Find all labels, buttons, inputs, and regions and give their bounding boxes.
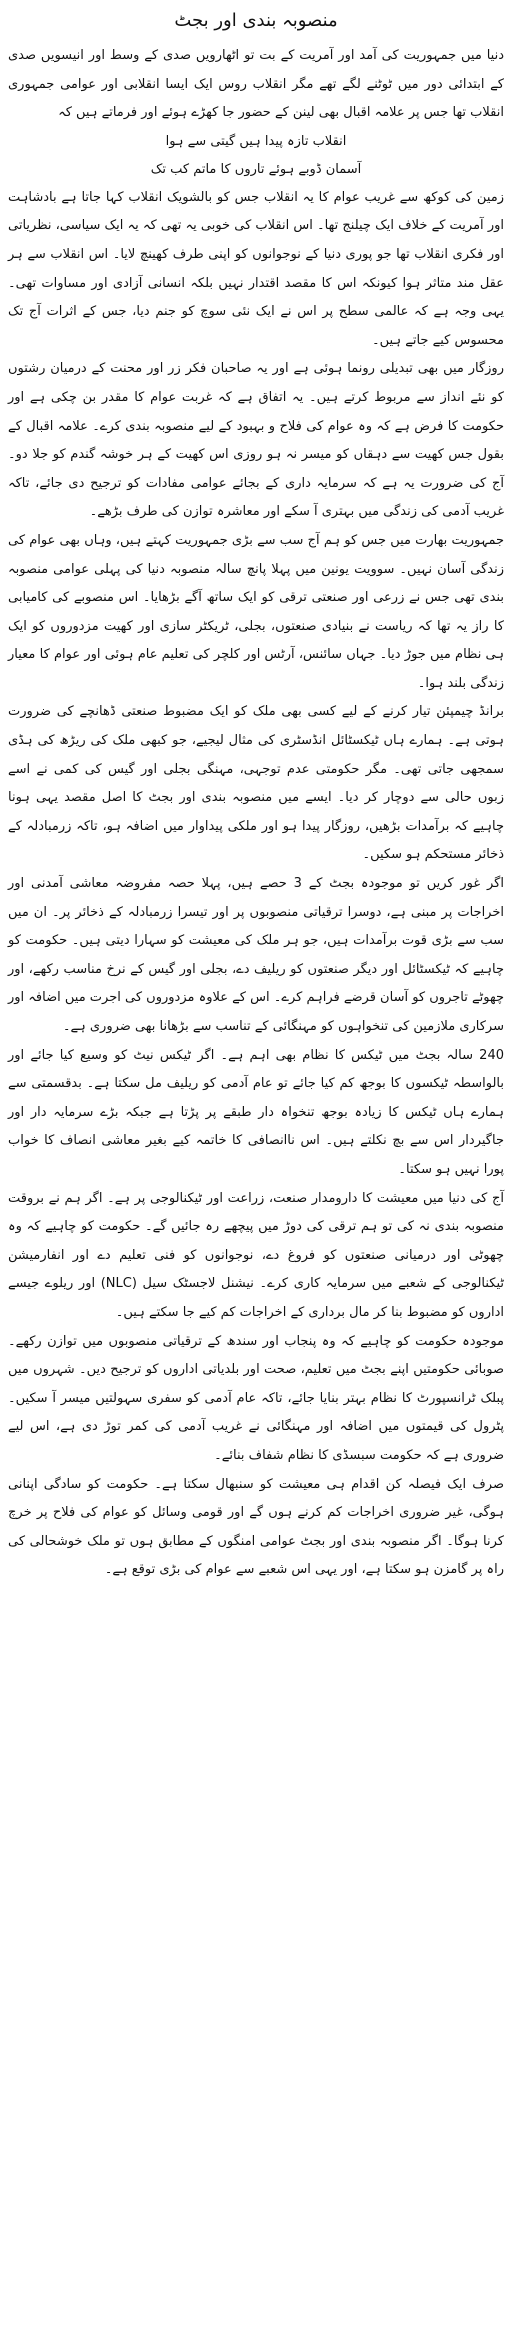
article-body — [8, 42, 504, 1585]
article-paragraph: روزگار میں بھی تبدیلی رونما ہوئی ہے اور یہ صاحبان فکر زر اور محنت کے درمیان رشتوں کو نئے انداز سے مربوط کرتے ہیں۔ یہ اتفاق ہے کہ غربت عوام کا مقدر بن چکی ہے اور حکومت کا فرض ہے کہ وہ عوام کی فلاح و بہبود کے لیے منصوبہ بندی کرے۔ علامہ اقبال کے بقول جس کھیت سے دہقاں کو میسر نہ ہو روزی اس کھیت کے ہر خوشہ گندم کو جلا دو۔ آج کی ضرورت یہ ہے کہ سرمایہ داری کے بجائے عوامی مفادات کو ترجیح دی جائے، تاکہ غریب آدمی کی زندگی میں بہتری آ سکے اور معاشرہ توازن کی طرف بڑھے۔ — [8, 361, 504, 520]
article-paragraph: 240 سالہ بجٹ میں ٹیکس کا نظام بھی اہم ہے۔ اگر ٹیکس نیٹ کو وسیع کیا جائے اور بالواسطہ ٹیکسوں کا بوجھ کم کیا جائے تو عام آدمی کو ریلیف مل سکتا ہے۔ بدقسمتی سے ہمارے ہاں ٹیکس کا زیادہ بوجھ تنخواہ دار طبقے پر پڑتا ہے جبکہ بڑے سرمایہ دار اور جاگیردار اس سے بچ نکلتے ہیں۔ اس ناانصافی کا خاتمہ کیے بغیر معاشی انصاف کا خواب پورا نہیں ہو سکتا۔ — [8, 1047, 504, 1177]
article-headline: منصوبہ بندی اور بجٹ — [174, 10, 338, 31]
article-paragraph: جمہوریت بھارت میں جس کو ہم آج سب سے بڑی جمہوریت کہتے ہیں، وہاں بھی عوام کی زندگی آسان نہیں۔ سوویت یونین میں پہلا پانچ سالہ منصوبہ دنیا کی پہلی عوامی منصوبہ بندی تھی جس نے زرعی اور صنعتی ترقی کو ایک ساتھ آگے بڑھایا۔ اس منصوبے کی کامیابی کا راز یہ تھا کہ ریاست نے بنیادی صنعتوں، بجلی، ٹریکٹر سازی اور کھیت مزدوروں کو ایک ہی نظام میں جوڑ دیا۔ جہاں سائنس، آرٹس اور کلچر کی تعلیم عام ہوئی اور عوام کا معیار زندگی بلند ہوا۔ — [8, 532, 504, 691]
article-intro: دنیا میں جمہوریت کی آمد اور آمریت کے بت تو اٹھارویں صدی کے وسط اور انیسویں صدی کے ابتدائی دور میں ٹوٹنے لگے تھے مگر انقلاب روس ایک ایسا انقلابی اور عوامی جمہوری انقلاب تھا جس پر علامہ اقبال بھی لینن کے حضور جا کھڑے ہوئے اور فرماتے ہیں کہ — [8, 48, 504, 121]
article-paragraph: برانڈ چیمپئن تیار کرنے کے لیے کسی بھی ملک کو ایک مضبوط صنعتی ڈھانچے کی ضرورت ہوتی ہے۔ ہمارے ہاں ٹیکسٹائل انڈسٹری کی مثال لیجیے، جو کبھی ملک کی ریڑھ کی ہڈی سمجھی جاتی تھی۔ مگر حکومتی عدم توجہی، مہنگی بجلی اور گیس کی کمی نے اسے زبوں حالی سے دوچار کر دیا۔ ایسے میں منصوبہ بندی اور بجٹ کا اصل مقصد یہی ہونا چاہیے کہ برآمدات بڑھیں، روزگار پیدا ہو اور ملکی پیداوار میں اضافہ ہو، تاکہ زرمبادلہ کے ذخائر مستحکم ہو سکیں۔ — [8, 704, 504, 863]
article-paragraph: صرف ایک فیصلہ کن اقدام ہی معیشت کو سنبھال سکتا ہے۔ حکومت کو سادگی اپنانی ہوگی، غیر ضروری اخراجات کم کرنے ہوں گے اور قومی وسائل کو عوام کی فلاح پر خرچ کرنا ہوگا۔ اگر منصوبہ بندی اور بجٹ عوامی امنگوں کے مطابق ہوں تو ملک خوشحالی کی راہ پر گامزن ہو سکتا ہے، اور یہی اس شعبے سے عوام کی بڑی توقع ہے۔ — [8, 1476, 504, 1578]
poetry-verse-2: آسمان ڈوبے ہوئے تاروں کا ماتم کب تک — [150, 161, 362, 177]
article-paragraph: آج کی دنیا میں معیشت کا دارومدار صنعت، زراعت اور ٹیکنالوجی پر ہے۔ اگر ہم نے بروقت منصوبہ بندی نہ کی تو ہم ترقی کی دوڑ میں پیچھے رہ جائیں گے۔ حکومت کو چاہیے کہ وہ چھوٹی اور درمیانی صنعتوں کو فروغ دے، نوجوانوں کو فنی تعلیم دے اور انفارمیشن ٹیکنالوجی کے شعبے میں سرمایہ کاری کرے۔ نیشنل لاجسٹک سیل (NLC) اور ریلوے جیسے اداروں کو مضبوط بنا کر مال برداری کے اخراجات کم کیے جا سکتے ہیں۔ — [8, 1190, 505, 1320]
poetry-verse-1: انقلاب تازہ پیدا ہیں گیتی سے ہوا — [165, 133, 347, 149]
article-paragraph: اگر غور کریں تو موجودہ بجٹ کے 3 حصے ہیں، پہلا حصہ مفروضہ معاشی آمدنی اور اخراجات پر مبنی ہے، دوسرا ترقیاتی منصوبوں پر اور تیسرا زرمبادلہ کے ذخائر پر۔ ان میں سب سے بڑی قوت برآمدات ہیں، جو ہر ملک کی معیشت کو سہارا دیتی ہیں۔ حکومت کو چاہیے کہ ٹیکسٹائل اور دیگر صنعتوں کو ریلیف دے، بجلی اور گیس کے نرخ مناسب رکھے، اور چھوٹے تاجروں کو آسان قرضے فراہم کرے۔ اس کے علاوہ مزدوروں کی اجرت میں اضافہ اور سرکاری ملازمین کی تنخواہوں کو مہنگائی کے تناسب سے بڑھانا بھی ضروری ہے۔ — [8, 876, 504, 1034]
article-paragraph: زمین کی کوکھ سے غریب عوام کا یہ انقلاب جس کو بالشویک انقلاب کہا جاتا ہے بادشاہت اور آمریت کے خلاف ایک چیلنج تھا۔ اس انقلاب کی خوبی یہ تھی کہ یہ ایک سیاسی، نظریاتی اور فکری انقلاب تھا جو پوری دنیا کے نوجوانوں کو اپنی طرف کھینچ لایا۔ اس انقلاب سے ہر عقل مند متاثر ہوا کیونکہ اس کا مقصد اقتدار نہیں بلکہ انسانی آزادی اور مساوات تھی۔ یہی وجہ ہے کہ عالمی سطح پر اس نے ایک نئی سوچ کو جنم دیا، جس کے اثرات آج تک محسوس کیے جاتے ہیں۔ — [8, 189, 504, 348]
article-paragraph: موجودہ حکومت کو چاہیے کہ وہ پنجاب اور سندھ کے ترقیاتی منصوبوں میں توازن رکھے۔ صوبائی حکومتیں اپنے بجٹ میں تعلیم، صحت اور بلدیاتی اداروں کو ترجیح دیں۔ شہروں میں پبلک ٹرانسپورٹ کا نظام بہتر بنایا جائے، تاکہ عام آدمی کو سفری سہولتیں میسر آ سکیں۔ پٹرول کی قیمتوں میں اضافہ اور مہنگائی نے غریب آدمی کی کمر توڑ دی ہے، اس لیے ضروری ہے کہ حکومت سبسڈی کا نظام شفاف بنائے۔ — [8, 1333, 504, 1463]
